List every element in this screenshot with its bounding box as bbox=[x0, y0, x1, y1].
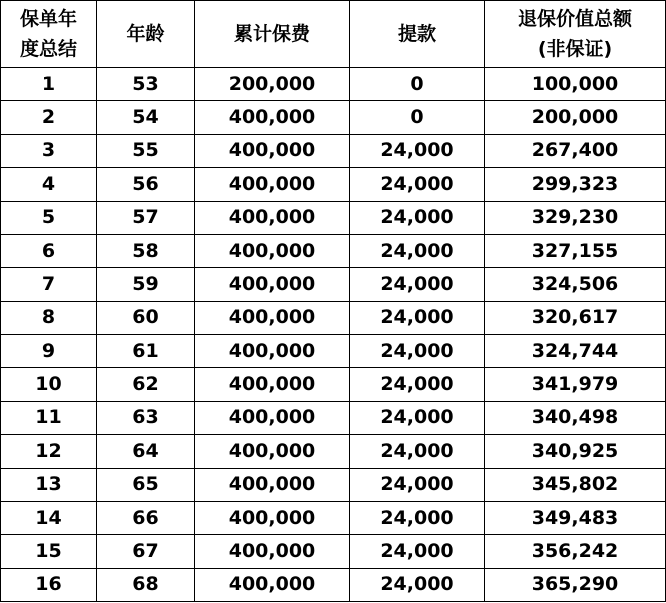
table-row bbox=[1, 134, 666, 167]
cell-total-surrender-value: 327,155 bbox=[485, 234, 666, 267]
cell-withdrawal: 24,000 bbox=[350, 234, 485, 267]
table-row bbox=[1, 535, 666, 568]
header-cumulative-premium bbox=[195, 1, 350, 68]
cell-policy-year: 11 bbox=[1, 401, 97, 434]
header-total-surrender-value bbox=[485, 1, 666, 68]
cell-age: 64 bbox=[97, 435, 195, 468]
table-row bbox=[1, 201, 666, 234]
cell-age: 62 bbox=[97, 368, 195, 401]
cell-withdrawal: 0 bbox=[350, 101, 485, 134]
table-row bbox=[1, 268, 666, 301]
cell-total-surrender-value: 299,323 bbox=[485, 168, 666, 201]
cell-cumulative-premium: 400,000 bbox=[195, 335, 350, 368]
table-row bbox=[1, 335, 666, 368]
cell-policy-year: 14 bbox=[1, 501, 97, 534]
cell-age: 61 bbox=[97, 335, 195, 368]
cell-withdrawal: 24,000 bbox=[350, 468, 485, 501]
cell-policy-year: 9 bbox=[1, 335, 97, 368]
cell-withdrawal: 24,000 bbox=[350, 435, 485, 468]
cell-cumulative-premium: 400,000 bbox=[195, 435, 350, 468]
table-row bbox=[1, 501, 666, 534]
cell-total-surrender-value: 340,498 bbox=[485, 401, 666, 434]
table-body bbox=[1, 68, 666, 602]
cell-age: 53 bbox=[97, 68, 195, 101]
cell-cumulative-premium: 400,000 bbox=[195, 568, 350, 601]
header-total-surrender-value-line-1: 退保价值总额 bbox=[517, 8, 632, 30]
cell-age: 66 bbox=[97, 501, 195, 534]
cell-cumulative-premium: 400,000 bbox=[195, 468, 350, 501]
cell-cumulative-premium: 400,000 bbox=[195, 134, 350, 167]
cell-total-surrender-value: 267,400 bbox=[485, 134, 666, 167]
cell-total-surrender-value: 341,979 bbox=[485, 368, 666, 401]
cell-policy-year: 6 bbox=[1, 234, 97, 267]
table-row bbox=[1, 368, 666, 401]
cell-policy-year: 4 bbox=[1, 168, 97, 201]
cell-cumulative-premium: 400,000 bbox=[195, 201, 350, 234]
cell-withdrawal: 24,000 bbox=[350, 268, 485, 301]
header-total-surrender-value-line-2: (非保证) bbox=[537, 38, 613, 60]
cell-cumulative-premium: 400,000 bbox=[195, 101, 350, 134]
cell-total-surrender-value: 324,744 bbox=[485, 335, 666, 368]
table-row bbox=[1, 301, 666, 334]
cell-total-surrender-value: 340,925 bbox=[485, 435, 666, 468]
cell-age: 57 bbox=[97, 201, 195, 234]
cell-withdrawal: 24,000 bbox=[350, 535, 485, 568]
cell-age: 56 bbox=[97, 168, 195, 201]
header-policy-year-line-2: 度总结 bbox=[19, 38, 77, 60]
cell-age: 60 bbox=[97, 301, 195, 334]
cell-age: 54 bbox=[97, 101, 195, 134]
table-row bbox=[1, 435, 666, 468]
cell-policy-year: 7 bbox=[1, 268, 97, 301]
cell-age: 55 bbox=[97, 134, 195, 167]
cell-withdrawal: 24,000 bbox=[350, 301, 485, 334]
header-withdrawal bbox=[350, 1, 485, 68]
cell-withdrawal: 24,000 bbox=[350, 134, 485, 167]
cell-withdrawal: 24,000 bbox=[350, 201, 485, 234]
header-age bbox=[97, 1, 195, 68]
cell-cumulative-premium: 400,000 bbox=[195, 368, 350, 401]
cell-cumulative-premium: 400,000 bbox=[195, 301, 350, 334]
cell-cumulative-premium: 400,000 bbox=[195, 234, 350, 267]
cell-policy-year: 8 bbox=[1, 301, 97, 334]
cell-total-surrender-value: 200,000 bbox=[485, 101, 666, 134]
cell-cumulative-premium: 200,000 bbox=[195, 68, 350, 101]
header-age-label: 年龄 bbox=[126, 23, 165, 45]
table-header bbox=[1, 1, 666, 68]
cell-total-surrender-value: 345,802 bbox=[485, 468, 666, 501]
cell-cumulative-premium: 400,000 bbox=[195, 501, 350, 534]
table-row bbox=[1, 234, 666, 267]
cell-withdrawal: 24,000 bbox=[350, 401, 485, 434]
cell-age: 68 bbox=[97, 568, 195, 601]
header-cumulative-premium-label: 累计保费 bbox=[233, 23, 310, 45]
table-row bbox=[1, 101, 666, 134]
cell-policy-year: 1 bbox=[1, 68, 97, 101]
cell-cumulative-premium: 400,000 bbox=[195, 168, 350, 201]
cell-policy-year: 3 bbox=[1, 134, 97, 167]
cell-total-surrender-value: 365,290 bbox=[485, 568, 666, 601]
cell-policy-year: 16 bbox=[1, 568, 97, 601]
cell-policy-year: 13 bbox=[1, 468, 97, 501]
cell-withdrawal: 24,000 bbox=[350, 168, 485, 201]
cell-age: 65 bbox=[97, 468, 195, 501]
cell-withdrawal: 24,000 bbox=[350, 368, 485, 401]
cell-age: 58 bbox=[97, 234, 195, 267]
cell-total-surrender-value: 324,506 bbox=[485, 268, 666, 301]
header-withdrawal-label: 提款 bbox=[397, 23, 436, 45]
cell-withdrawal: 24,000 bbox=[350, 335, 485, 368]
header-policy-year-line-1: 保单年 bbox=[19, 8, 77, 30]
cell-policy-year: 10 bbox=[1, 368, 97, 401]
cell-total-surrender-value: 356,242 bbox=[485, 535, 666, 568]
table-row bbox=[1, 68, 666, 101]
cell-policy-year: 2 bbox=[1, 101, 97, 134]
cell-total-surrender-value: 349,483 bbox=[485, 501, 666, 534]
header-policy-year bbox=[1, 1, 97, 68]
cell-withdrawal: 24,000 bbox=[350, 501, 485, 534]
cell-withdrawal: 24,000 bbox=[350, 568, 485, 601]
cell-cumulative-premium: 400,000 bbox=[195, 401, 350, 434]
table-row bbox=[1, 468, 666, 501]
cell-policy-year: 15 bbox=[1, 535, 97, 568]
cell-total-surrender-value: 329,230 bbox=[485, 201, 666, 234]
cell-age: 59 bbox=[97, 268, 195, 301]
cell-policy-year: 12 bbox=[1, 435, 97, 468]
table-row bbox=[1, 168, 666, 201]
cell-age: 67 bbox=[97, 535, 195, 568]
cell-age: 63 bbox=[97, 401, 195, 434]
cell-withdrawal: 0 bbox=[350, 68, 485, 101]
cell-cumulative-premium: 400,000 bbox=[195, 535, 350, 568]
cell-total-surrender-value: 100,000 bbox=[485, 68, 666, 101]
cell-total-surrender-value: 320,617 bbox=[485, 301, 666, 334]
cell-policy-year: 5 bbox=[1, 201, 97, 234]
table-row bbox=[1, 401, 666, 434]
table-row bbox=[1, 568, 666, 601]
header-row bbox=[1, 1, 666, 68]
cell-cumulative-premium: 400,000 bbox=[195, 268, 350, 301]
